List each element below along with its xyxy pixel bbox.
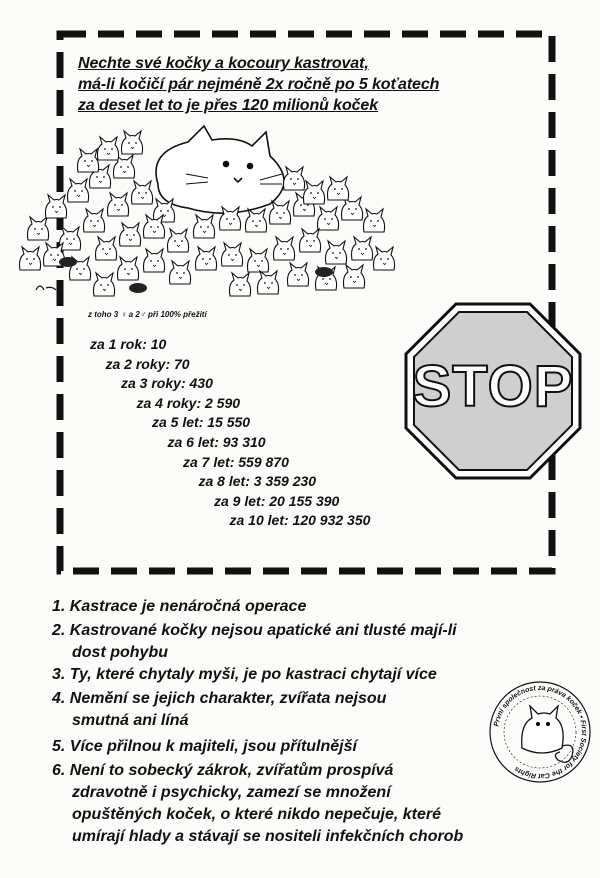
growth-period: za 10 let [229, 512, 284, 529]
kitten-drawing [344, 265, 365, 288]
kitten-drawing [284, 167, 305, 190]
dark-kitten-patch [315, 267, 333, 277]
kitten-drawing [222, 243, 243, 266]
growth-count: 70 [174, 355, 190, 372]
growth-period: za 8 let [198, 473, 246, 490]
growth-count: 10 [150, 336, 167, 352]
kitten-drawing [274, 237, 295, 260]
growth-period: za 3 roky [121, 375, 181, 392]
growth-separator: : [260, 492, 270, 509]
growth-count: 93 310 [222, 434, 266, 450]
growth-separator: : [245, 473, 254, 490]
growth-count: 15 550 [207, 414, 251, 431]
kitten-drawing [352, 237, 373, 260]
kitten-drawing [98, 137, 119, 160]
growth-row [168, 434, 266, 451]
headline [78, 53, 548, 116]
kitten-drawing [118, 257, 139, 280]
growth-separator: : [283, 512, 293, 529]
growth-row [183, 454, 289, 471]
growth-count: 559 870 [238, 453, 289, 470]
growth-separator: : [196, 394, 205, 411]
growth-separator: : [180, 375, 190, 392]
benefit-item-continuation: opuštěných koček, o které nikdo nepečuje, které [72, 806, 442, 823]
kitten-drawing [304, 181, 325, 204]
growth-period: za 1 rok [90, 336, 143, 352]
kitten-drawing [28, 217, 49, 240]
benefit-item: 2. Kastrované kočky nejsou apatické ani tlusté mají-li [52, 622, 457, 639]
kitten-drawing [96, 237, 117, 260]
growth-separator: : [165, 355, 174, 372]
growth-count: 430 [189, 375, 213, 392]
benefit-item: 1. Kastrace je nenáročná operace [52, 598, 307, 615]
benefit-item-continuation: umírají hlady a stávají se nositeli infekčních chorob [72, 828, 464, 845]
growth-period: za 6 let [167, 434, 215, 450]
kitten-drawing [196, 247, 217, 270]
kitten-drawing [170, 261, 191, 284]
kitten-drawing [154, 199, 175, 222]
dark-kitten-patch [59, 257, 77, 267]
growth-row [214, 493, 339, 510]
growth-row [152, 414, 250, 431]
headline-line-2: má-li kočičí pár nejméně 2x ročně po 5 koťatech [78, 76, 440, 93]
svg-text:První společnost za práva koče: První společnost za práva koček • First Society for the Cat Rights [493, 684, 588, 780]
kitten-drawing [46, 195, 67, 218]
cat-crowd-illustration [8, 112, 400, 312]
kitten-drawing [328, 177, 349, 200]
kitten-drawing [300, 229, 321, 252]
growth-period: za 9 let [214, 492, 261, 509]
kitten-drawing [194, 215, 215, 238]
kitten-drawing [144, 249, 165, 272]
growth-period: za 7 let [183, 453, 230, 470]
growth-count: 20 155 390 [269, 492, 340, 509]
stop-sign-label: STOP [412, 354, 574, 419]
benefit-item-continuation: dost pohybu [72, 644, 168, 661]
kitten-drawing [318, 207, 339, 230]
growth-period: za 5 let [152, 414, 199, 431]
kitten-drawing [120, 223, 141, 246]
benefit-item: 3. Ty, které chytaly myši, je po kastraci chytají více [52, 666, 437, 683]
kitten-drawing [122, 131, 143, 154]
growth-row [90, 336, 166, 353]
kitten-drawing [248, 249, 269, 272]
growth-row [121, 375, 213, 392]
growth-count: 120 932 350 [292, 512, 371, 529]
kitten-drawing [78, 149, 99, 172]
kitten-drawing [108, 193, 129, 216]
benefit-item-continuation: zdravotně i psychicky, zamezí se množení [72, 784, 391, 801]
kitten-drawing [94, 273, 115, 296]
kitten-drawing [288, 263, 309, 286]
kitten-drawing [132, 181, 153, 204]
growth-separator: : [198, 414, 208, 431]
society-seal-logo [486, 678, 594, 786]
kitten-drawing [84, 209, 105, 232]
kitten-drawing [246, 209, 267, 232]
kitten-drawing [168, 229, 189, 252]
kitten-drawing [68, 179, 89, 202]
headline-line-3: za deset let to je přes 120 milionů koček [78, 97, 379, 114]
kitten-drawing [20, 247, 41, 270]
benefit-item: 4. Nemění se jejich charakter, zvířata nejsou [52, 690, 387, 707]
kitten-drawing [258, 271, 279, 294]
growth-row [137, 395, 241, 412]
survival-footnote: z toho 3 ♀ a 2♂ při 100% přežití [88, 310, 207, 319]
growth-row [199, 473, 317, 490]
growth-count: 3 359 230 [253, 473, 317, 490]
growth-period: za 4 roky [136, 394, 197, 411]
growth-separator: : [142, 336, 151, 352]
dark-kitten-patch [129, 283, 147, 293]
kitten-drawing [374, 247, 395, 270]
growth-separator: : [214, 434, 223, 450]
kitten-drawing [326, 241, 347, 264]
kitten-drawing [364, 209, 385, 232]
kitten-drawing [270, 201, 291, 224]
headline-line-1: Nechte své kočky a kocoury kastrovat, [78, 55, 369, 72]
growth-row [230, 512, 371, 529]
growth-count: 2 590 [205, 394, 241, 411]
benefit-item: 5. Více přilnou k majiteli, jsou přítulnější [52, 738, 357, 755]
growth-period: za 2 roky [105, 355, 166, 372]
growth-separator: : [229, 453, 239, 470]
benefit-item-continuation: smutná ani líná [72, 712, 189, 729]
growth-row [106, 356, 190, 373]
benefit-item: 6. Není to sobecký zákrok, zvířatům prospívá [52, 762, 394, 779]
kitten-drawing [230, 273, 251, 296]
